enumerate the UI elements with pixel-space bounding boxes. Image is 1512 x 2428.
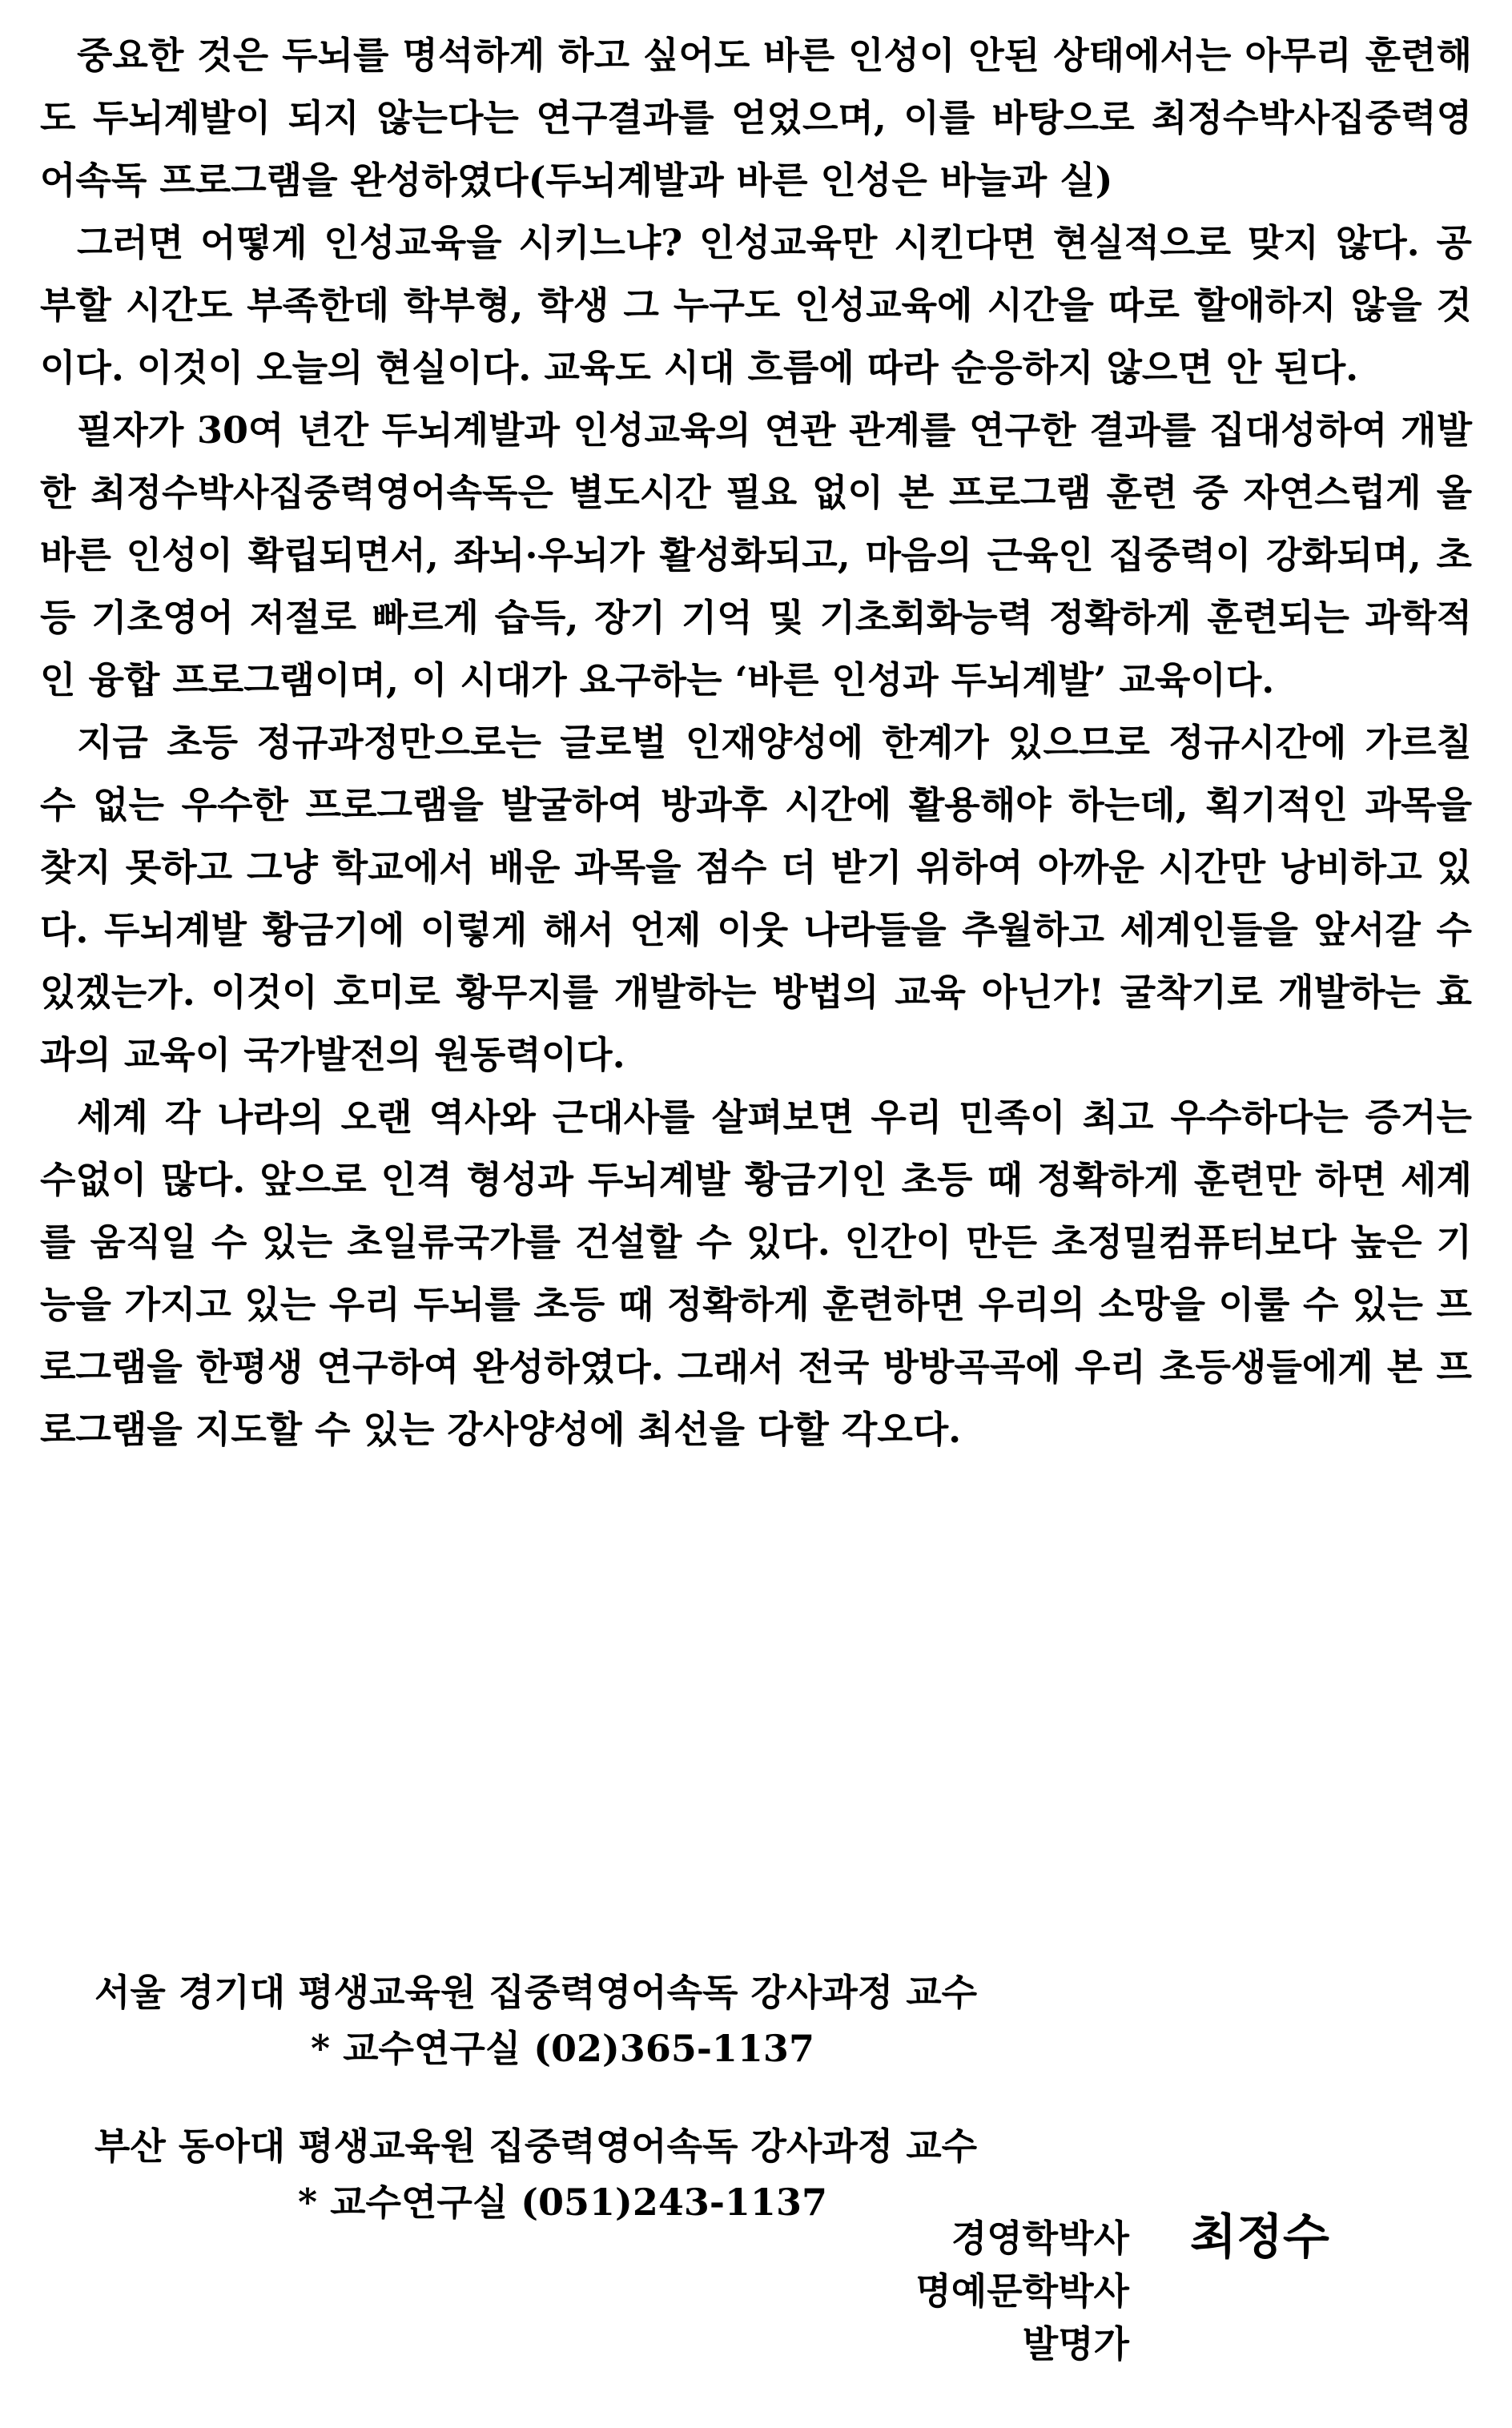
paragraph-current-curriculum: 지금 초등 정규과정만으로는 글로벌 인재양성에 한계가 있으므로 정규시간에 가르칠 수 없는 우수한 프로그램을 발굴하여 방과후 시간에 활용해야 하는데, 획기적인 과목을 찾지 못하고 그냥 학교에서 배운 과목을 점수 더 받기 위하여 아까운 시간만 낭비하고 있다. 두뇌계발 황금기에 이렇게 해서 언제 이웃 나라들을 추월하고 세계인들을 앞서갈 수 있겠는가. 이것이 호미로 황무지를 개발하는 방법의 교육 아닌가! 굴착기로 개발하는 효과의 교육이 국가발전의 원동력이다. (40, 721, 1472, 1076)
paragraph-national-vision: 세계 각 나라의 오랜 역사와 근대사를 살펴보면 우리 민족이 최고 우수하다는 증거는 수없이 많다. 앞으로 인격 형성과 두뇌계발 황금기인 초등 때 정확하게 훈련만 하면 세계를 움직일 수 있는 초일류국가를 건설할 수 있다. 인간이 만든 초정밀컴퓨터보다 높은 기능을 가지고 있는 우리 두뇌를 초등 때 정확하게 훈련하면 우리의 소망을 이룰 수 있는 프로그램을 한평생 연구하여 완성하였다. 그래서 전국 방방곡곡에 우리 초등생들에게 본 프로그램을 지도할 수 있는 강사양성에 최선을 다할 각오다. (40, 1095, 1472, 1451)
author-title: 발명가 (1022, 2322, 1129, 2366)
author-title: 경영학박사 (951, 2217, 1129, 2260)
paragraph-personality-and-brain: 중요한 것은 두뇌를 명석하게 하고 싶어도 바른 인성이 안된 상태에서는 아무리 훈련해도 두뇌계발이 되지 않는다는 연구결과를 얻었으며, 이를 바탕으로 최정수박사집중력영어속독 프로그램을 완성하였다(두뇌계발과 바른 인성은 바늘과 실) (40, 34, 1472, 202)
seoul-affiliation: 서울 경기대 평생교육원 집중력영어속독 강사과정 교수 (94, 1971, 978, 2014)
paragraph-research-results: 필자가 30여 년간 두뇌계발과 인성교육의 연관 관계를 연구한 결과를 집대성하여 개발한 최정수박사집중력영어속독은 별도시간 필요 없이 본 프로그램 훈련 중 자연스럽게 올바른 인성이 확립되면서, 좌뇌·우뇌가 활성화되고, 마음의 근육인 집중력이 강화되며, 초등 기초영어 저절로 빠르게 습득, 장기 기억 및 기초회화능력 정확하게 훈련되는 과학적인 융합 프로그램이며, 이 시대가 요구하는 ‘바른 인성과 두뇌계발’ 교육이다. (40, 408, 1472, 701)
author-titles (915, 2212, 1129, 2370)
busan-affiliation: 부산 동아대 평생교육원 집중력영어속독 강사과정 교수 (94, 2124, 978, 2168)
author-title: 명예문학박사 (915, 2269, 1129, 2313)
author-name: 최정수 (1190, 2209, 1329, 2265)
seoul-phone: * 교수연구실 (02)365-1137 (311, 2027, 814, 2070)
paragraph-how-to-teach: 그러면 어떻게 인성교육을 시키느냐? 인성교육만 시킨다면 현실적으로 맞지 않다. 공부할 시간도 부족한데 학부형, 학생 그 누구도 인성교육에 시간을 따로 할애하지 않을 것이다. 이것이 오늘의 현실이다. 교육도 시대 흐름에 따라 순응하지 않으면 안 된다. (40, 221, 1472, 389)
body-text (40, 24, 1472, 1461)
busan-phone: * 교수연구실 (051)243-1137 (298, 2181, 827, 2224)
